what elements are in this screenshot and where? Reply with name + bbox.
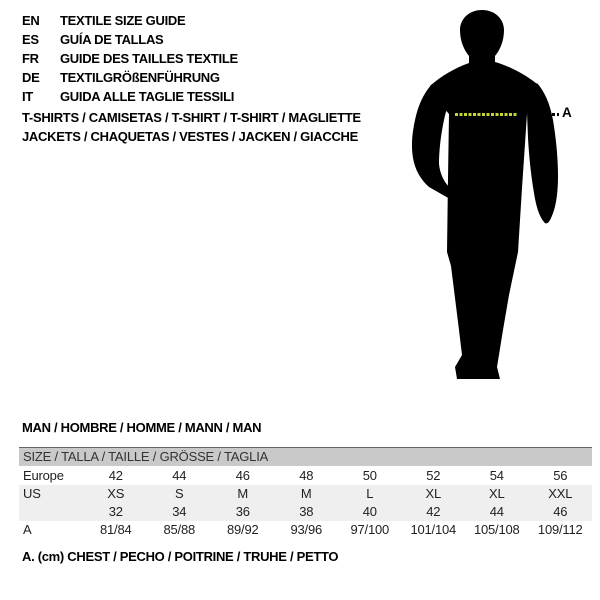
- silhouette-left-arm: [412, 84, 453, 199]
- table-row-chest-cm: [19, 521, 592, 538]
- section-title-man: MAN / HOMBRE / HOMME / MANN / MAN: [22, 420, 262, 435]
- table-cell: 109/112: [537, 522, 583, 537]
- size-table: [19, 447, 592, 538]
- table-cell: M: [237, 486, 249, 501]
- table-row-us: [19, 485, 592, 503]
- language-row-de: [22, 68, 238, 87]
- measurement-footnote: A. (cm) CHEST / PECHO / POITRINE / TRUHE / PETTO: [22, 549, 339, 564]
- table-row-us-numeric: [19, 503, 592, 521]
- language-row-es: [22, 30, 238, 49]
- table-cell: 54: [489, 468, 504, 483]
- language-code: EN: [22, 13, 40, 28]
- table-cell: 44: [172, 468, 187, 483]
- table-cell: 52: [426, 468, 441, 483]
- table-cell: 32: [108, 504, 123, 519]
- table-cell: 42: [426, 504, 441, 519]
- row-label: A: [23, 522, 32, 537]
- language-row-it: [22, 87, 238, 106]
- table-cell: 34: [172, 504, 187, 519]
- table-cell: 48: [299, 468, 314, 483]
- category-jackets: JACKETS / CHAQUETAS / VESTES / JACKEN / GIACCHE: [22, 129, 358, 144]
- table-cell: 97/100: [350, 522, 390, 537]
- table-cell: 46: [235, 468, 250, 483]
- table-cell: 50: [362, 468, 377, 483]
- table-cell: 101/104: [410, 522, 457, 537]
- language-title: GUIDA ALLE TAGLIE TESSILI: [60, 89, 235, 104]
- table-cell: XS: [107, 486, 125, 501]
- measure-leader-line: [542, 113, 559, 116]
- table-cell: XXL: [548, 486, 573, 501]
- measure-label-a: A: [562, 105, 572, 120]
- category-tshirts: T-SHIRTS / CAMISETAS / T-SHIRT / T-SHIRT / MAGLIETTE: [22, 110, 361, 125]
- table-cell: XL: [488, 486, 505, 501]
- language-guide-list: [22, 11, 238, 106]
- table-cell: M: [300, 486, 312, 501]
- table-cell: S: [175, 486, 184, 501]
- table-cell: 36: [235, 504, 250, 519]
- table-cell: XL: [425, 486, 441, 501]
- table-cell: 40: [362, 504, 377, 519]
- row-label: Europe: [23, 468, 64, 483]
- table-cell: 46: [553, 504, 568, 519]
- table-cell: 38: [299, 504, 314, 519]
- silhouette-right-arm: [527, 83, 558, 223]
- table-cell: 44: [489, 504, 504, 519]
- table-cell: 42: [108, 468, 123, 483]
- table-cell: 81/84: [99, 522, 132, 537]
- table-cell: 93/96: [290, 522, 323, 537]
- language-title: GUÍA DE TALLAS: [60, 32, 164, 47]
- language-title: TEXTILE SIZE GUIDE: [60, 13, 186, 28]
- table-cell: 105/108: [473, 522, 520, 537]
- table-cell: 56: [553, 468, 568, 483]
- man-silhouette-svg: [403, 8, 565, 388]
- language-code: FR: [22, 51, 39, 66]
- garment-categories: [22, 108, 361, 146]
- language-code: IT: [22, 89, 33, 104]
- language-row-en: [22, 11, 238, 30]
- table-row-europe: [19, 466, 592, 485]
- language-code: DE: [22, 70, 40, 85]
- table-cell: 89/92: [226, 522, 259, 537]
- language-title: GUIDE DES TAILLES TEXTILE: [60, 51, 238, 66]
- size-table-header: SIZE / TALLA / TAILLE / GRÖSSE / TAGLIA: [19, 448, 592, 466]
- language-title: TEXTILGRÖßENFÜHRUNG: [60, 70, 220, 85]
- language-row-fr: [22, 49, 238, 68]
- row-label: US: [23, 486, 41, 501]
- row-label: [19, 503, 84, 521]
- table-cell: L: [366, 486, 374, 501]
- table-cell: 85/88: [163, 522, 196, 537]
- chest-measure-line: [455, 113, 517, 116]
- man-silhouette-figure: [403, 8, 565, 388]
- language-code: ES: [22, 32, 39, 47]
